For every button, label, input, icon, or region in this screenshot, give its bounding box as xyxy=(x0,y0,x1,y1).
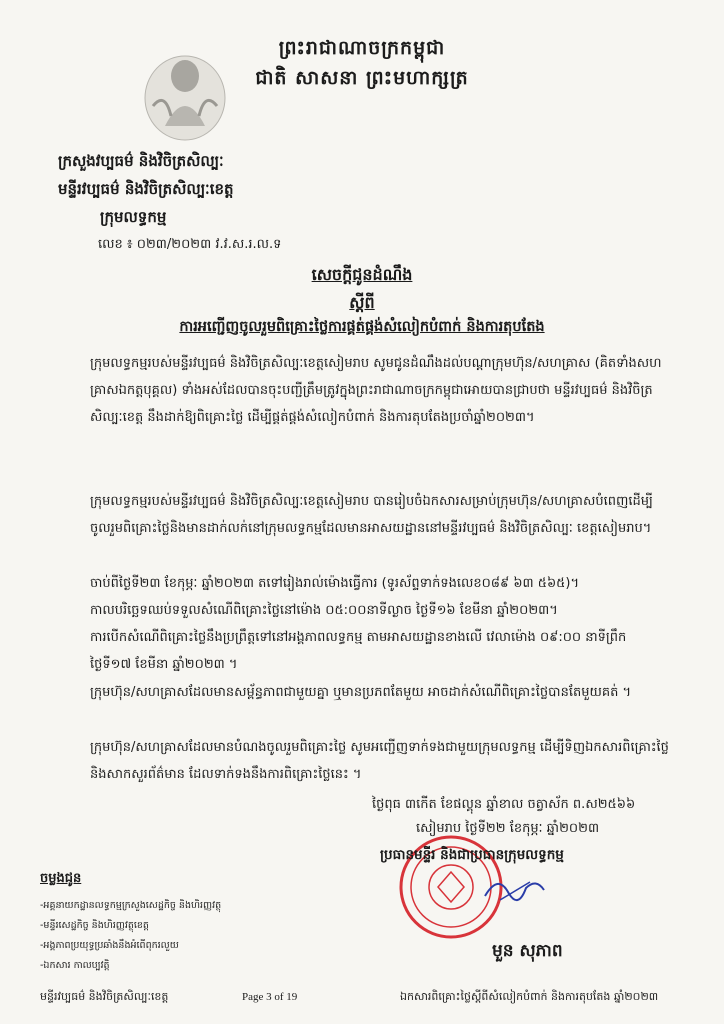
paragraph-intro: ក្រុមលទ្ធកម្មរបស់មន្ទីរវប្បធម៌ និងវិចិត្រសិល្បៈខេត្តសៀមរាប សូមជូនដំណឹងដល់បណ្តាក្រុមហ៊ុន/សហគ្រាស (គិតទាំងសហគ្រាសឯកត្តបុគ្គល) ទាំងអស់ដែលបានចុះបញ្ជីត្រឹមត្រូវក្នុងព្រះរាជាណាចក្រកម្ពុជាអោយបានជ្រាបថា មន្ទីរវប្បធម៌ និងវិចិត្រសិល្បៈខេត្ត នឹងដាក់ឱ្យពិគ្រោះថ្លៃ ដើម្បីផ្គត់ផ្គង់សំលៀកបំពាក់ និងការតុបតែងប្រចាំឆ្នាំ២០២៣។ xyxy=(90,356,662,425)
ministry-name: ក្រសួងវប្បធម៌ និងវិចិត្រសិល្បៈ xyxy=(58,152,224,170)
paragraph-opening: ការបើកសំណើពិគ្រោះថ្លៃនឹងប្រព្រឹត្តទៅនៅអង្គភាពលទ្ធកម្ម តាមអាសយដ្ឋានខាងលើ វេលាម៉ោង ០៩:០០ នាទីព្រឹក ថ្ងៃទី១៧ ខែមីនា ឆ្នាំ២០២៣ ។ xyxy=(90,630,627,672)
signatory-name: មួន សុភាព xyxy=(492,941,563,961)
paragraph-affiliation: ក្រុមហ៊ុន/សហគ្រាសដែលមានសម្ព័ន្ធភាពជាមួយគ្នា ឬមានប្រភពតែមួយ អាចដាក់សំណើពិគ្រោះថ្លៃបានតែមួយគត់ ។ xyxy=(90,685,632,700)
solar-date: សៀមរាប ថ្ងៃទី២២ ខែកុម្ភៈ ឆ្នាំ២០២៣ xyxy=(416,821,600,836)
cc-item: -អង្គភាពប្រយុទ្ធប្រឆាំងនឹងអំពើពុករលួយ xyxy=(40,940,179,951)
lunar-date: ថ្ងៃពុធ ៣កើត ខែផល្គុន ឆ្នាំខាល ចត្វាស័ក ព.ស២៥៦៦ xyxy=(372,797,636,812)
procurement-office: ក្រុមលទ្ធកម្ម xyxy=(100,208,167,226)
notice-subject: ការអញ្ជើញចូលរួមពិគ្រោះថ្លៃការផ្គត់ផ្គង់សំលៀកបំពាក់ និងការតុបតែង xyxy=(179,319,545,335)
paragraph-deadline: កាលបរិច្ឆេទឈប់ទទួលសំណើពិគ្រោះថ្លៃនៅម៉ោង ០៥:០០នាទីល្ងាច ថ្ងៃទី១៦ ខែមីនា ឆ្នាំ២០២៣។ xyxy=(90,603,558,618)
notice-title: សេចក្តីជូនដំណឹង xyxy=(311,265,413,284)
kingdom-heading: ព្រះរាជាណាចក្រកម្ពុជា xyxy=(278,37,446,59)
national-motto: ជាតិ សាសនា ព្រះមហាក្សត្រ xyxy=(255,67,469,89)
paragraph-documents: ក្រុមលទ្ធកម្មរបស់មន្ទីរវប្បធម៌ និងវិចិត្រសិល្បៈខេត្តសៀមរាប បានរៀបចំឯកសារសម្រាប់ក្រុមហ៊ុន/សហគ្រាសបំពេញដើម្បីចូលរួមពិគ្រោះថ្លៃនិងមានដាក់លក់នៅក្រុមលទ្ធកម្មដែលមានអាសយដ្ឋាននៅមន្ទីរវប្បធម៌ និងវិចិត្រសិល្បៈ ខេត្តសៀមរាប។ xyxy=(90,494,653,536)
footer-document-title: ឯកសារពិគ្រោះថ្លៃស្តីពីសំលៀកបំពាក់ និងការតុបតែង ឆ្នាំ២០២៣ xyxy=(400,990,659,1003)
department-name: មន្ទីរវប្បធម៌ និងវិចិត្រសិល្បៈខេត្ត xyxy=(58,180,234,198)
cc-item: -អគ្គនាយកដ្ឋានលទ្ធកម្មក្រសួងសេដ្ឋកិច្ច និងហិរញ្ញវត្ថុ xyxy=(40,900,222,911)
cc-list xyxy=(40,896,221,976)
reference-number: លេខ ៖ ០២៣/២០២៣ វ.វ.ស.រ.ល.ទ xyxy=(98,237,282,252)
cc-title: ចម្លងជូន xyxy=(40,871,82,886)
notice-about: ស្តីពី xyxy=(349,293,375,312)
signatory-title: ប្រធានមន្ទីរ និងជាប្រធានក្រុមលទ្ធកម្ម xyxy=(380,847,564,863)
cc-item: -ឯកសារ កាលប្បវត្តិ xyxy=(40,960,110,971)
footer-department: មន្ទីរវប្បធម៌ និងវិចិត្រសិល្បៈខេត្ត xyxy=(40,990,169,1003)
cc-item: -មន្ទីរសេដ្ឋកិច្ច និងហិរញ្ញវត្ថុខេត្ត xyxy=(40,920,149,931)
paragraph-contact: ក្រុមហ៊ុន/សហគ្រាសដែលមានបំណងចូលរួមពិគ្រោះថ្លៃ សូមអញ្ជើញទាក់ទងជាមួយក្រុមលទ្ធកម្ម ដើម្បីទិញឯកសារពិគ្រោះថ្លៃនិងសាកសួរព័ត៌មាន ដែលទាក់ទងនឹងការពិគ្រោះថ្លៃនេះ ។ xyxy=(90,740,669,782)
paragraph-start-date: ចាប់ពីថ្ងៃទី២៣ ខែកុម្ភៈ ឆ្នាំ២០២៣ តទៅរៀងរាល់ម៉ោងធ្វើការ (ទូរស័ព្ទទាក់ទងលេខ០៨៩ ៦៣ ៥៦៥)។ xyxy=(90,576,580,591)
handwritten-signature-icon xyxy=(480,868,550,908)
royal-emblem-icon xyxy=(135,46,235,146)
page-number: Page 3 of 19 xyxy=(242,991,298,1003)
